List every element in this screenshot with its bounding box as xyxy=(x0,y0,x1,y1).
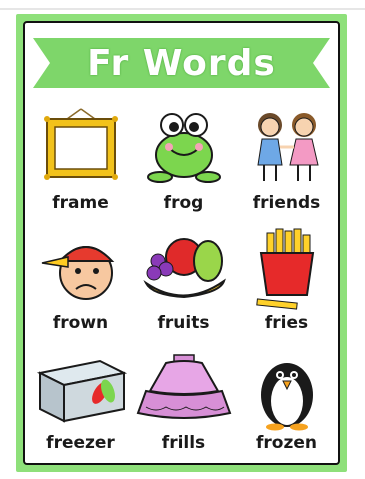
word-card-frame xyxy=(29,101,132,221)
page-title: Fr Words xyxy=(87,42,276,84)
fr-words-poster xyxy=(16,14,347,472)
word-label: frills xyxy=(161,433,206,453)
word-label: frog xyxy=(163,193,204,213)
fries-icon xyxy=(247,227,327,311)
word-card-frozen xyxy=(235,341,338,461)
top-divider xyxy=(0,8,365,10)
word-label: freezer xyxy=(46,433,115,453)
word-card-freezer xyxy=(29,341,132,461)
word-card-frills xyxy=(132,341,235,461)
word-label: fruits xyxy=(157,313,210,333)
word-card-frog xyxy=(132,101,235,221)
frown-icon xyxy=(38,227,124,307)
word-label: friends xyxy=(252,193,321,213)
word-label: fries xyxy=(264,313,309,333)
word-grid xyxy=(29,101,338,461)
word-label: frown xyxy=(52,313,109,333)
word-label: frozen xyxy=(256,433,317,453)
title-banner xyxy=(33,34,330,92)
word-label: frame xyxy=(52,193,109,213)
word-card-fruits xyxy=(132,221,235,341)
frog-icon xyxy=(142,107,226,187)
poster-panel xyxy=(23,21,340,465)
frame-icon xyxy=(39,107,123,185)
frozen-penguin-icon xyxy=(247,347,327,431)
word-card-fries xyxy=(235,221,338,341)
frills-icon xyxy=(136,347,232,427)
friends-icon xyxy=(244,107,330,187)
word-card-frown xyxy=(29,221,132,341)
freezer-icon xyxy=(34,347,128,427)
fruits-icon xyxy=(136,227,232,307)
word-card-friends xyxy=(235,101,338,221)
